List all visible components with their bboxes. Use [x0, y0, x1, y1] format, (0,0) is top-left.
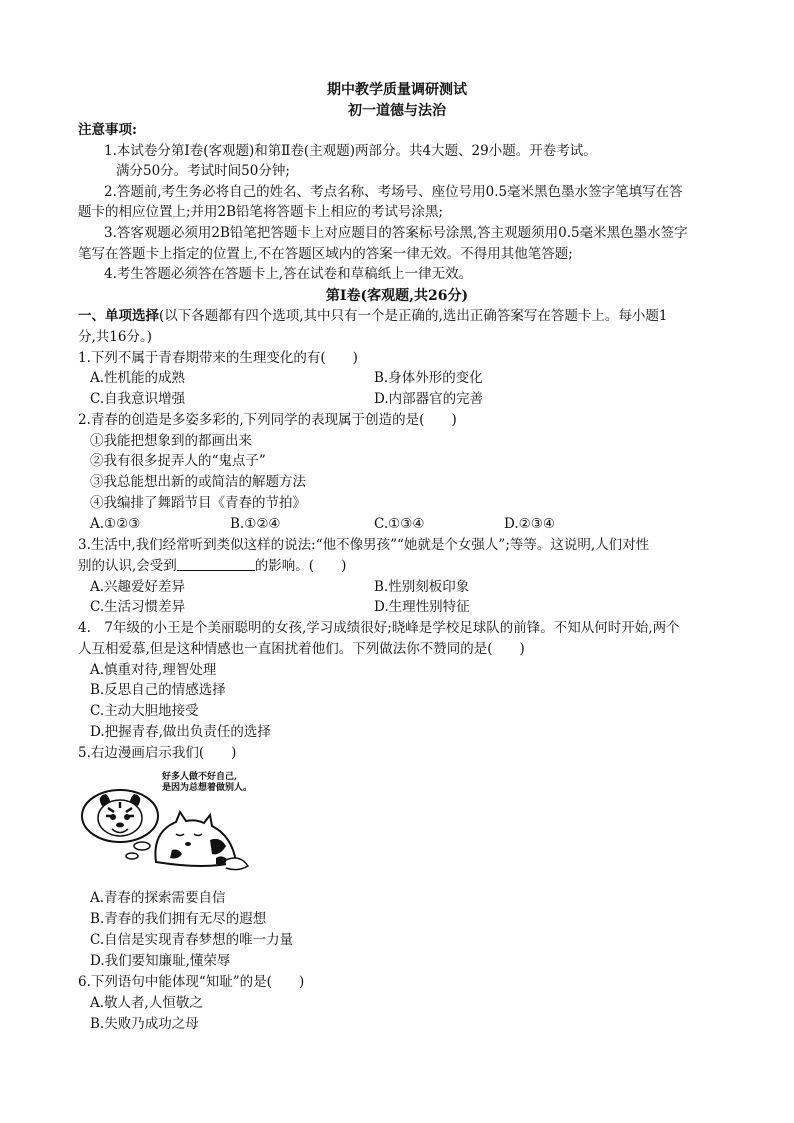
q3-option-a: A.兴趣爱好差异 [90, 579, 186, 595]
q3-option-c: C.生活习惯差异 [90, 599, 186, 615]
q2-option-a: A.①②③ [90, 516, 141, 532]
q5-option-b: B.青春的我们拥有无尽的遐想 [90, 911, 267, 927]
notice-item-3-cont: 笔写在答题卡上指定的位置上,不在答题区域内的答案一律无效。不得用其他笔答题; [78, 246, 573, 262]
notice-item-4: 4.考生答题必须答在答题卡上,答在试卷和草稿纸上一律无效。 [104, 266, 473, 282]
notice-item-2-cont: 题卡的相应位置上;并用2B铅笔将答题卡上相应的考试号涂黑; [78, 204, 444, 220]
section1-instruction-cont: 分,共16分。) [78, 329, 152, 345]
cartoon-caption-2: 是因为总想着做别人。 [162, 783, 253, 793]
q2-statement-1: ①我能把想象到的都画出来 [90, 433, 252, 449]
q3-stem-part1: 别的认识,会受到 [78, 558, 177, 574]
q4-option-b: B.反思自己的情感选择 [90, 682, 226, 698]
q6-option-b: B.失败乃成功之母 [90, 1016, 199, 1032]
q2-stem: 2.青春的创造是多姿多彩的,下列同学的表现属于创造的是( ) [78, 412, 457, 428]
q3-stem: 3.生活中,我们经常听到类似这样的说法:“他不像男孩”“她就是个女强人”;等等。这说明,人们对性 [78, 537, 650, 553]
q6-stem: 6.下列语句中能体现“知耻”的是( ) [78, 974, 305, 990]
q4-option-d: D.把握青春,做出负责任的选择 [90, 724, 271, 740]
q4-stem-cont: 人互相爱慕,但是这种情感也一直困扰着他们。下列做法你不赞同的是( ) [78, 641, 525, 657]
notice-item-1: 1.本试卷分第Ⅰ卷(客观题)和第Ⅱ卷(主观题)两部分。共4大题、29小题。开卷考试。 [104, 143, 597, 159]
q4-stem: 4. 7年级的小王是个美丽聪明的女孩,学习成绩很好;晓峰是学校足球队的前锋。不知从何时开始,两个 [78, 620, 680, 636]
q5-cartoon [76, 770, 256, 880]
cartoon-caption-1: 好多人做不好自己, [162, 772, 238, 782]
q2-statement-4: ④我编排了舞蹈节目《青春的节拍》 [90, 495, 306, 511]
q1-stem: 1.下列不属于青春期带来的生理变化的有( ) [78, 350, 358, 366]
section1-instruction-text: (以下各题都有四个选项,其中只有一个是正确的,选出正确答案写在答题卡上。每小题1 [159, 308, 668, 324]
q3-stem-part2: 的影响。( ) [254, 558, 347, 574]
exam-subtitle: 初一道德与法治 [348, 103, 446, 119]
q2-statement-2: ②我有很多捉弄人的“鬼点子” [90, 453, 266, 469]
notice-item-1-cont: 满分50分。考试时间50分钟; [116, 163, 290, 179]
q5-option-d: D.我们要知廉耻,懂荣辱 [90, 953, 231, 969]
exam-title: 期中教学质量调研测试 [327, 82, 467, 98]
q3-answer-blank [177, 556, 255, 571]
q4-option-a: A.慎重对待,理智处理 [90, 662, 217, 678]
q2-option-d: D.②③④ [504, 516, 555, 532]
q1-option-c: C.自我意识增强 [90, 391, 186, 407]
notice-item-3: 3.答客观题必须用2B铅笔把答题卡上对应题目的答案标号涂黑,答主观题须用0.5毫米黑色墨水签字 [104, 225, 688, 241]
q3-option-d: D.生理性别特征 [374, 599, 470, 615]
q1-option-a: A.性机能的成熟 [90, 370, 186, 386]
cartoon-drawing-icon [76, 770, 256, 880]
q4-option-c: C.主动大胆地接受 [90, 703, 199, 719]
q1-option-d: D.内部器官的完善 [374, 391, 484, 407]
q3-stem-cont [78, 556, 346, 576]
q6-option-a: A.敬人者,人恒敬之 [90, 995, 203, 1011]
section1-heading: 一、单项选择 [78, 308, 159, 324]
q3-option-b: B.性别刻板印象 [374, 579, 470, 595]
q5-stem: 5.右边漫画启示我们( ) [78, 745, 237, 761]
q1-option-b: B.身体外形的变化 [374, 370, 483, 386]
q2-statement-3: ③我总能想出新的或简洁的解题方法 [90, 474, 306, 490]
q2-option-b: B.①②④ [230, 516, 281, 532]
section1-title: 第Ⅰ卷(客观题,共26分) [325, 288, 469, 304]
notice-item-2: 2.答题前,考生务必将自己的姓名、考点名称、考场号、座位号用0.5毫米黑色墨水签字笔填写在答 [104, 184, 683, 200]
q5-option-a: A.青春的探索需要自信 [90, 890, 226, 906]
q2-option-c: C.①③④ [374, 516, 425, 532]
q5-option-c: C.自信是实现青春梦想的唯一力量 [90, 932, 294, 948]
section1-instruction [78, 306, 667, 326]
notice-heading: 注意事项: [78, 122, 137, 138]
